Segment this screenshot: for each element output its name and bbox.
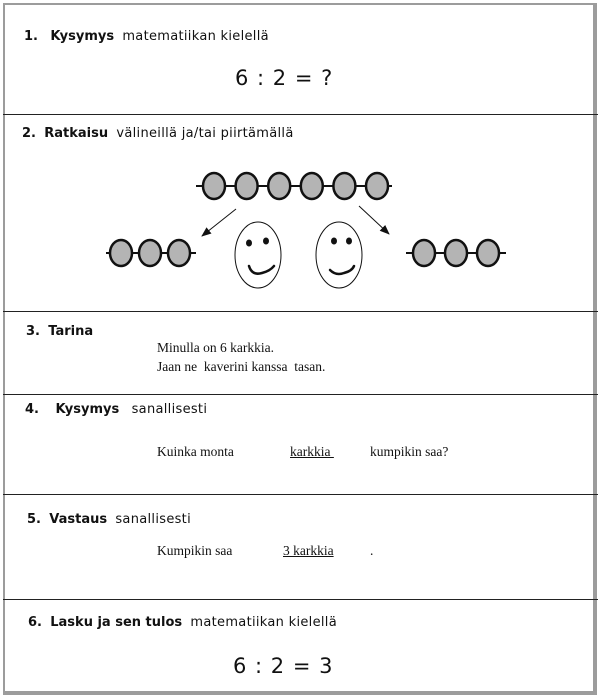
section-description: matematiikan kielellä: [122, 29, 269, 44]
arrow-left: [202, 209, 236, 236]
section-description: sanallisesti: [115, 512, 191, 527]
bead-rod-group-right: [406, 240, 506, 266]
section-heading: Ratkaisu: [44, 126, 109, 141]
bead: [445, 240, 467, 266]
section-number: 5.: [27, 512, 41, 527]
section-4-header: [25, 402, 207, 417]
section-heading: Kysymys: [50, 29, 115, 44]
question-text-start: Kuinka monta: [157, 444, 234, 459]
section-number: 4.: [25, 402, 39, 417]
section-number: 1.: [24, 29, 38, 44]
section-heading: Vastaus: [49, 512, 108, 527]
bead: [366, 173, 388, 199]
bead-layer: [106, 173, 506, 266]
bead-rod-full: [196, 173, 392, 199]
bead: [477, 240, 499, 266]
bead: [301, 173, 323, 199]
answer-text-end: .: [370, 543, 374, 558]
story-line-2: Jaan ne kaverini kanssa tasan.: [157, 359, 326, 374]
section-number: 6.: [28, 615, 42, 630]
smiley-face-left: [235, 222, 281, 288]
section-number: 3.: [26, 324, 40, 339]
answer-text-start: Kumpikin saa: [157, 543, 233, 558]
story-line-1: Minulla on 6 karkkia.: [157, 340, 274, 355]
result-equation: 6 : 2 = 3: [233, 654, 334, 678]
question-text-end: kumpikin saa?: [370, 444, 449, 459]
arrow-right: [359, 206, 389, 234]
answer-blank: 3 karkkia: [283, 543, 334, 558]
section-divider: [3, 311, 598, 312]
section-divider: [3, 599, 598, 600]
bead: [203, 173, 225, 199]
section-divider: [3, 494, 598, 495]
bead-rod-group-left: [106, 240, 196, 266]
question-equation: 6 : 2 = ?: [235, 66, 334, 90]
section-divider: [3, 394, 598, 395]
smiley-face-right: [316, 222, 362, 288]
bead: [268, 173, 290, 199]
section-3-header: [26, 324, 93, 339]
bead: [139, 240, 161, 266]
section-5-header: [27, 512, 191, 527]
section-description: matematiikan kielellä: [190, 615, 337, 630]
bead: [168, 240, 190, 266]
section-heading: Tarina: [48, 324, 94, 339]
section-heading: Kysymys: [55, 402, 120, 417]
section-heading: Lasku ja sen tulos: [50, 615, 183, 630]
bead: [413, 240, 435, 266]
section-description: sanallisesti: [131, 402, 208, 417]
bead: [236, 173, 258, 199]
section-description: välineillä ja/tai piirtämällä: [116, 126, 294, 141]
bead: [333, 173, 355, 199]
section-number: 2.: [22, 126, 36, 141]
question-blank: karkkia: [290, 444, 334, 459]
bead: [110, 240, 132, 266]
section-6-header: [28, 615, 337, 630]
